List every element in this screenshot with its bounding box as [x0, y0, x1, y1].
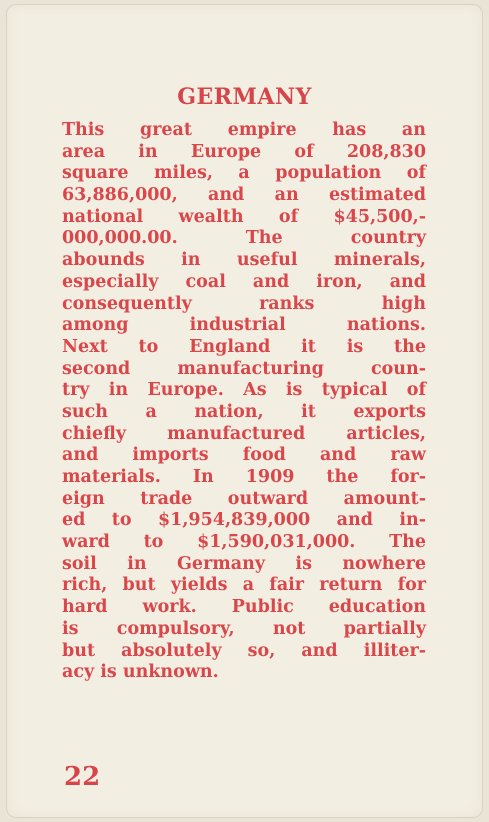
- card-title: GERMANY: [177, 84, 312, 110]
- body-line: square miles, a population of: [62, 163, 426, 184]
- body-line: is compulsory, not partially: [62, 618, 426, 639]
- body-line: abounds in useful minerals,: [62, 250, 426, 271]
- body-line: soil in Germany is nowhere: [62, 553, 426, 574]
- body-line: materials. In 1909 the for-: [62, 467, 426, 487]
- body-line: chiefly manufactured articles,: [62, 423, 426, 444]
- body-line: among industrial nations.: [62, 315, 426, 336]
- body-line: and imports food and raw: [62, 445, 426, 466]
- body-line: second manufacturing coun-: [62, 358, 426, 379]
- body-line: especially coal and iron, and: [62, 271, 426, 292]
- body-line: but absolutely so, and illiter-: [62, 640, 426, 661]
- body-line: ward to $1,590,031,000. The: [62, 532, 426, 553]
- body-line: acy is unknown.: [62, 662, 219, 683]
- body-line: ed to $1,954,839,000 and in-: [62, 510, 426, 531]
- body-line: Next to England it is the: [62, 336, 426, 357]
- body-line: 000,000.00. The country: [62, 228, 426, 249]
- body-line: This great empire has an: [62, 120, 426, 140]
- body-line: consequently ranks high: [62, 293, 426, 314]
- body-line: area in Europe of 208,830: [62, 141, 426, 162]
- body-line: rich, but yields a fair return for: [62, 575, 426, 596]
- trading-card: [6, 4, 483, 818]
- body-line: 63,886,000, and an estimated: [62, 185, 426, 206]
- body-line: eign trade outward amount-: [62, 488, 426, 509]
- page-number: 22: [64, 762, 101, 792]
- body-line: national wealth of $45,500,-: [62, 206, 426, 227]
- body-line: try in Europe. As is typical of: [62, 380, 426, 401]
- body-line: hard work. Public education: [62, 597, 426, 618]
- card-body-text: [62, 120, 426, 684]
- body-line: such a nation, it exports: [62, 401, 426, 422]
